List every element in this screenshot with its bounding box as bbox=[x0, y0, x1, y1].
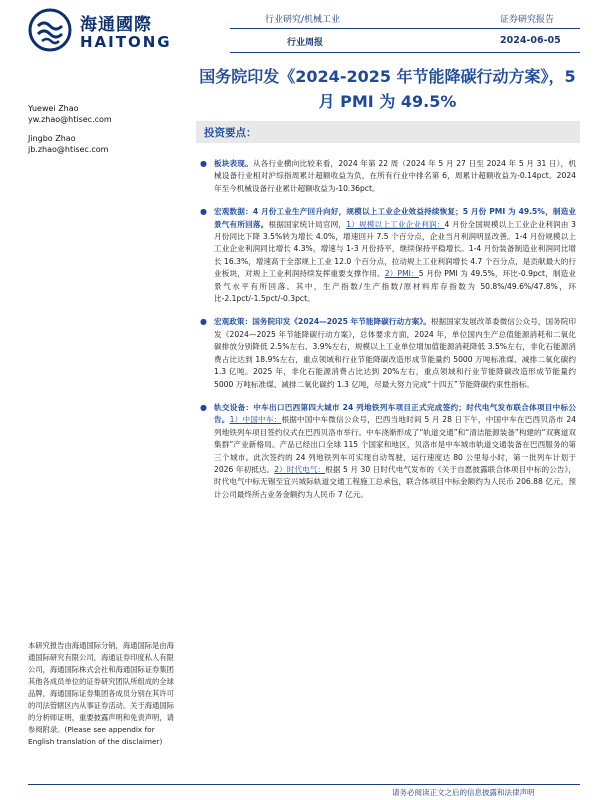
key-point-link[interactable]: 2）PMI： bbox=[384, 269, 419, 279]
bullet-icon: ● bbox=[200, 402, 207, 412]
haitong-logo bbox=[28, 6, 178, 54]
key-point-item bbox=[200, 206, 576, 305]
key-point-heading: 轨交设备：中车出口巴西第四大城市 24 列地铁列车项目正式完成签约；时代电气发布联合体项目中标公告。 bbox=[214, 402, 576, 425]
header-divider-top bbox=[230, 28, 580, 29]
report-category: 行业研究/机械工业 bbox=[265, 15, 341, 25]
bullet-icon: ● bbox=[200, 207, 207, 217]
key-point-text: 5 月份 PMI 为 49.5%，环比-0.9pct，制造业景气水平有所回落。其中，生产指数/生产指数/原材料库存指数为 50.8%/49.6%/47.8%，环比-2.1pct/-1.5pct/-0.3pct。 bbox=[214, 269, 577, 304]
haitong-logo-icon bbox=[28, 8, 72, 52]
header-divider-bottom bbox=[230, 52, 580, 53]
report-title: 国务院印发《2024-2025 年节能降碳行动方案》，5 月 PMI 为 49.5% bbox=[199, 67, 576, 111]
key-point-text: 根据中国中车微信公众号，巴西当地时间 5 月 28 日下午，中国中车在巴西贝洛市 24 列地铁列车项目签约仪式在巴西贝洛市举行。中车浇渐形成了“轨道交通”和“清洁能源装备”构建的“双赛道双集群”产业新格局。产品已经出口全球 115 个国家和地区，贝洛市是中车城市轨道交通装备在巴西服务的第三个城市。此次签约的 24 列地铁列车可实现自动驾驶，运行速度达 80 公里每小时，第一批列车计划于 2026 年初抵达。 bbox=[214, 415, 576, 474]
logo-text-cn: 海通國際 bbox=[80, 15, 152, 35]
footer-divider bbox=[28, 784, 580, 785]
analyst-email[interactable]: yw.zhao@htisec.com bbox=[28, 115, 112, 124]
key-points-label: 投资要点： bbox=[204, 127, 257, 139]
key-point-heading: 宏观政策：国务院印发《2024—2025 年节能降碳行动方案》。 bbox=[214, 317, 431, 327]
analyst-name: Yuewei Zhao bbox=[28, 104, 79, 113]
key-point-link[interactable]: 1）中国中车： bbox=[229, 415, 282, 425]
key-point-link[interactable]: 1）规模以上工业企业利润： bbox=[346, 219, 445, 229]
analyst-name: Jingbo Zhao bbox=[28, 134, 76, 143]
key-point-heading: 宏观数据：4 月份工业生产回升向好，规模以上工业企业效益持续恢复；5 月份 PMI 为 49.5%，制造业景气有所回落。 bbox=[214, 207, 576, 229]
key-point-text: 根据国家统计局官网， bbox=[268, 219, 347, 229]
analyst-email[interactable]: jb.zhao@htisec.com bbox=[28, 145, 109, 154]
report-type: 证券研究报告 bbox=[500, 15, 555, 25]
key-point-text: 根据 5 月 30 日时代电气发布的《关于自愿披露联合体项目中标的公告》，时代电气中标无锡至宜兴城际轨道交通工程施工总承包，联合体项目中标金额约为人民币 206.88 亿元，预计公司最终所占业务金额约为人民币 7 亿元。 bbox=[214, 464, 576, 499]
key-points-body bbox=[200, 158, 576, 512]
key-point-item bbox=[200, 316, 576, 390]
logo-text-en: HAITONG bbox=[80, 33, 172, 51]
key-point-text: 根据国家发展改革委微信公众号，国务院印发《2024—2025 年节能降碳行动方案》，总体要求方面，2024 年，单位国内生产总值能源消耗和二氧化碳排放分别降低 2.5%左右、3.9%左右，规模以上工业单位增加值能源消耗降低 3.5%左右，非化石能源消费占比达到 18.9%左右，重点领域和行业节能降碳改造形成节能量约 5000 万吨标准煤、减排二氧化碳约 1.3 亿吨。2025 年，非化石能源消费占比达到 20%左右，重点领域和行业节能降碳改造形成节能量约 5000 万吨标准煤、减排二氧化碳约 1.3 亿吨，尽最大努力完成“十四五”节能降碳约束性指标。 bbox=[214, 317, 576, 389]
disclaimer-text: 本研究报告由海通国际分销，海通国际是由海通国际研究有限公司，海通证券印度私人有限公司，海通国际株式会社和海通国际证券集团其他各成员单位的证券研究团队所组成的全球品牌，海通国际证券集团各成员分别在其许可的司法管辖区内从事证券活动。关于海通国际的分析师证明，重要披露声明和免责声明，请参阅附录。(Please see appendix for English translation of the disclaimer) bbox=[28, 641, 174, 746]
key-point-text: 从各行业横向比较来看，2024 年第 22 周（2024 年 5 月 27 日至 2024 年 5 月 31 日），机械设备行业相对沪综指周累计超额收益为负，在所有行业中排名第 6，周累计超额收益为-0.14pct。2024 年至今机械设备行业累计超额收益为-10.36pct。 bbox=[214, 159, 577, 193]
bullet-icon: ● bbox=[200, 317, 207, 327]
key-point-heading: 板块表现。 bbox=[214, 159, 253, 168]
key-points-header bbox=[196, 121, 580, 143]
report-subtype: 行业周报 bbox=[287, 38, 324, 48]
key-point-item bbox=[200, 402, 576, 501]
key-point-item bbox=[200, 158, 576, 195]
key-point-link[interactable]: 2）时代电气： bbox=[274, 464, 326, 474]
footer-notice: 请务必阅读正文之后的信息披露和法律声明 bbox=[392, 788, 535, 797]
bullet-icon: ● bbox=[200, 159, 207, 168]
report-date: 2024-06-05 bbox=[500, 35, 561, 46]
key-point-text: 4 月份全国规模以上工业企业利润由 3 月份同比下降 3.5%转为增长 4.0%，增速回升 7.5 个百分点，企业当月利润明显改善。1-4 月份规模以上工业企业利润同比增长 4.3%，增速与 1-3 月份持平，继续保持平稳增长。1-4 月份装备制造业利润同比增长 16.3%，增速高于全部规上工业 12.0 个百分点，拉动规上工业利润增长 4.7 个百分点，是贡献最大的行业板块，对规上工业利润持续发挥重要支撑作用。 bbox=[214, 219, 577, 279]
